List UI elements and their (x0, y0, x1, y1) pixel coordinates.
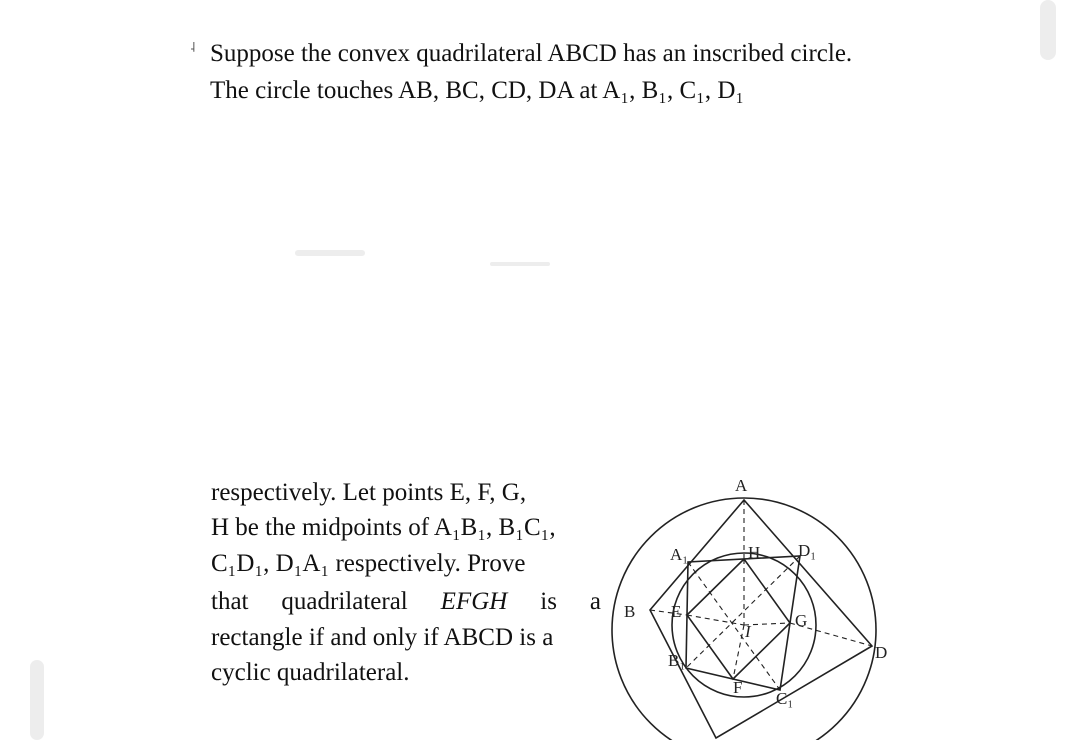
label-a1: A₁ (670, 545, 689, 564)
geometry-figure (610, 468, 900, 740)
label-i: I (745, 622, 751, 641)
scan-smudge (295, 250, 365, 256)
problem-line-4: H be the midpoints of A₁B₁, B₁C₁, (211, 514, 556, 541)
problem-line-6 (211, 589, 601, 614)
label-d1: D₁ (798, 541, 817, 560)
label-g: G (795, 611, 808, 630)
word: quadrilateral (281, 588, 408, 615)
label-a: A (735, 476, 748, 495)
word: is (540, 588, 557, 615)
label-c1: C₁ (776, 689, 794, 708)
problem-line-8: cyclic quadrilateral. (211, 659, 410, 686)
dashed-line (744, 623, 790, 625)
problem-line-2: The circle touches AB, BC, CD, DA at A₁, B₁, C₁, D₁ (210, 77, 745, 104)
label-f: F (733, 678, 743, 697)
scan-smudge (1040, 0, 1056, 60)
word: that (211, 588, 249, 615)
quadrilateral-abcd (650, 500, 872, 738)
label-b: B (624, 602, 636, 621)
label-d: D (875, 643, 888, 662)
label-e: E (671, 602, 682, 621)
problem-line-1: Suppose the convex quadrilateral ABCD has an inscribed circle. (210, 40, 853, 67)
word: a (589, 588, 601, 615)
bullet-mark: ˨ (190, 41, 196, 56)
problem-line-3: respectively. Let points E, F, G, (211, 479, 527, 506)
quadrilateral-efgh (687, 559, 790, 679)
problem-line-7: rectangle if and only if ABCD is a (211, 624, 554, 651)
label-b1: B₁ (668, 651, 686, 670)
dashed-line (688, 562, 780, 690)
word: EFGH (440, 588, 508, 615)
dashed-line (650, 610, 687, 615)
scan-smudge (30, 660, 44, 740)
circumcircle (612, 498, 876, 740)
problem-line-5: C₁D₁, D₁A₁ respectively. Prove (211, 550, 526, 577)
label-h: H (748, 543, 761, 562)
scan-smudge (490, 262, 550, 266)
